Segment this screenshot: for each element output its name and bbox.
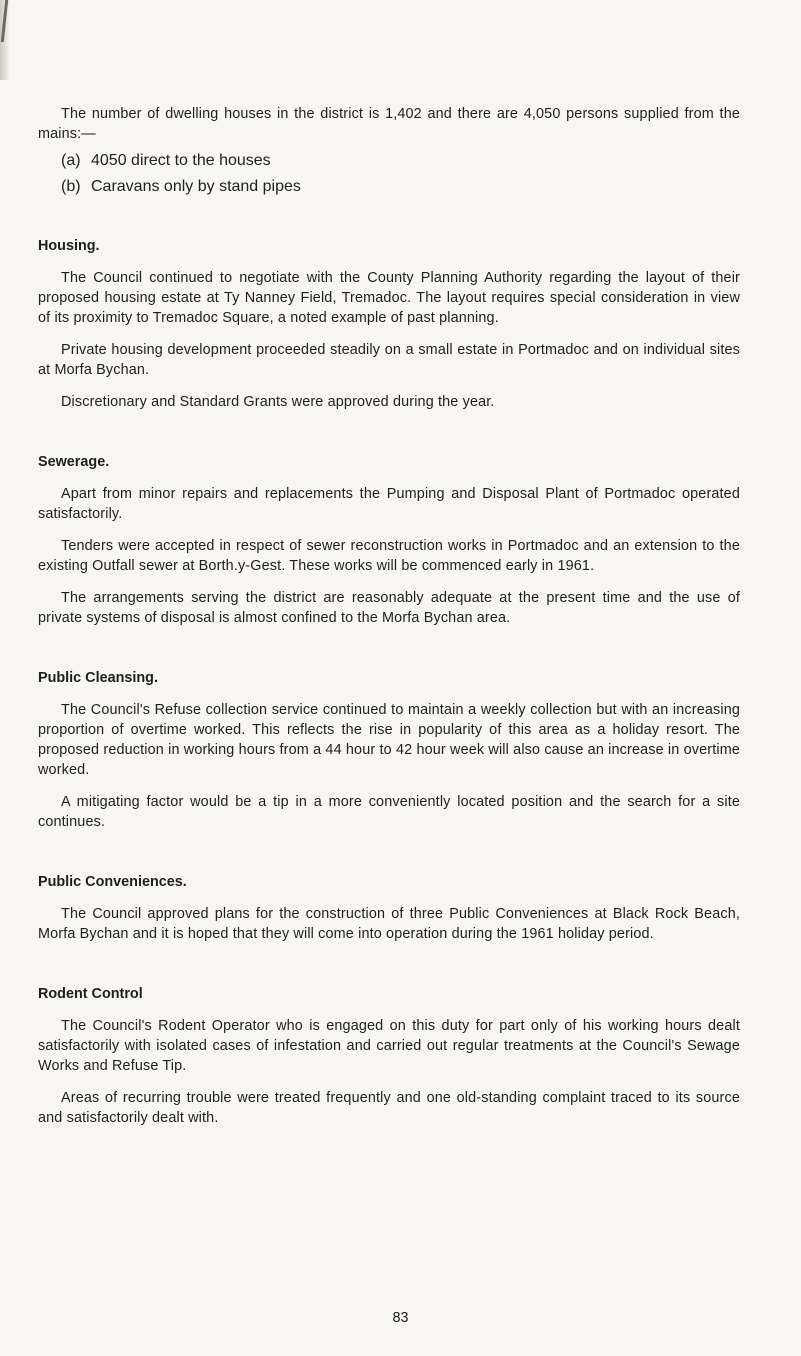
section-paragraph: Areas of recurring trouble were treated frequently and one old-standing complaint traced to its source and satisfactorily dealt with. [38,1090,740,1126]
list-item [61,152,740,170]
section-paragraph: Discretionary and Standard Grants were approved during the year. [61,394,495,410]
section-sewerage [38,454,740,628]
section-paragraph: The arrangements serving the district are reasonably adequate at the present time and the use of private systems of disposal is almost confined to the Morfa Bychan area. [38,590,740,626]
section-paragraph: The Council continued to negotiate with the County Planning Authority regarding the layout of their proposed housing estate at Ty Nanney Field, Tremadoc. The layout requires special consideration in view of its proximity to Tremadoc Square, a noted example of past planning. [38,270,740,326]
list-item [61,178,740,196]
section-paragraph: Private housing development proceeded steadily on a small estate in Portmadoc and on individual sites at Morfa Bychan. [38,342,740,378]
list-marker: (a) [61,152,81,169]
section-rodent-control [38,986,740,1128]
intro-paragraph: The number of dwelling houses in the district is 1,402 and there are 4,050 persons supplied from the mains:— [38,106,740,142]
page-number: 83 [392,1310,409,1326]
section-heading: Public Conveniences. [38,874,187,890]
section-paragraph: A mitigating factor would be a tip in a more conveniently located position and the search for a site continues. [38,794,740,830]
section-paragraph: The Council's Rodent Operator who is engaged on this duty for part only of his working hours dealt satisfactorily with isolated cases of infestation and carried out regular treatments at the Council's Sewage Works and Refuse Tip. [38,1018,740,1074]
section-public-cleansing [38,670,740,832]
list-item-text: Caravans only by stand pipes [91,178,301,195]
section-paragraph: Tenders were accepted in respect of sewer reconstruction works in Portmadoc and an extension to the existing Outfall sewer at Borth.y-Gest. These works will be commenced early in 1961. [38,538,740,574]
section-heading: Housing. [38,238,100,254]
section-paragraph: The Council's Refuse collection service continued to maintain a weekly collection but with an increasing proportion of overtime worked. This reflects the rise in popularity of this area as a holiday resort. The proposed reduction in working hours from a 44 hour to 42 hour week will also cause an increase in overtime worked. [38,702,740,778]
list-item-text: 4050 direct to the houses [91,152,271,169]
list-marker: (b) [61,178,81,195]
section-public-conveniences [38,874,740,944]
section-heading: Rodent Control [38,986,143,1002]
document-body [38,104,740,1128]
intro-block [38,104,740,196]
section-housing [38,238,740,412]
section-heading: Public Cleansing. [38,670,158,686]
section-paragraph: The Council approved plans for the construction of three Public Conveniences at Black Rock Beach, Morfa Bychan and it is hoped that they will come into operation during the 1961 holiday period. [38,906,740,942]
section-paragraph: Apart from minor repairs and replacements the Pumping and Disposal Plant of Portmadoc operated satisfactorily. [38,486,740,522]
section-heading: Sewerage. [38,454,110,470]
